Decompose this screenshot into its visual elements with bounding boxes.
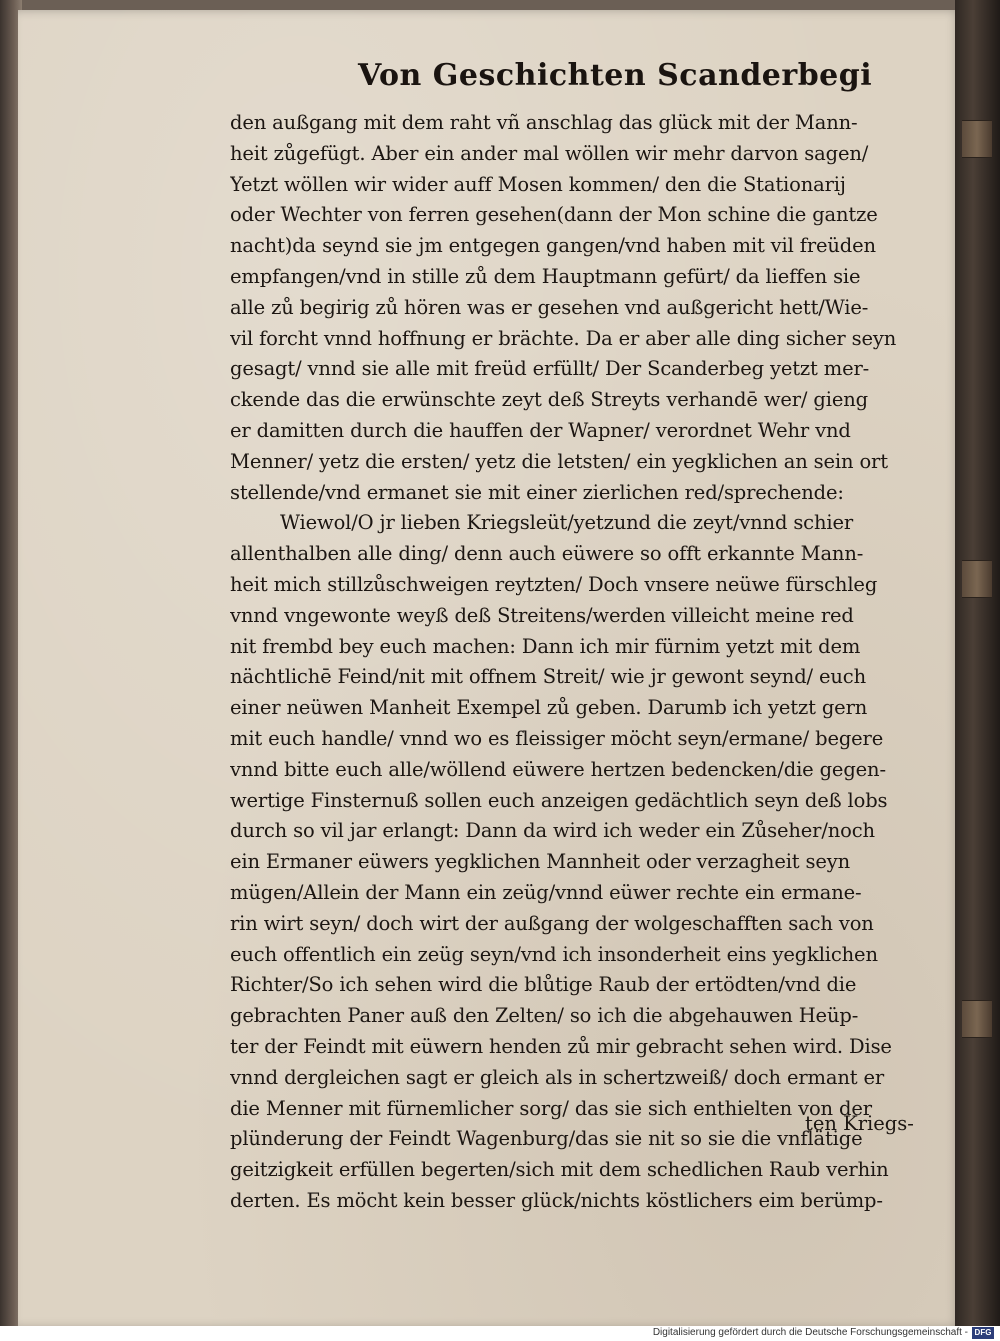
text-line: plünderung der Feindt Wagenburg/das sie nit so sie die vnflätige (230, 1127, 863, 1151)
funding-credit: Digitalisierung gefördert durch die Deutsche Forschungsgemeinschaft - (652, 1327, 968, 1338)
text-line: gesagt/ vnnd sie alle mit freüd erfüllt/ Der Scanderbeg yetzt mer- (230, 357, 870, 381)
text-line: stellende/vnd ermanet sie mit einer zierlichen red/sprechende: (230, 480, 844, 504)
dfg-logo-icon: DFG (972, 1327, 994, 1339)
text-line: rin wirt seyn/ doch wirt der außgang der wolgeschafften sach von (230, 911, 874, 935)
binding-band (962, 560, 992, 598)
text-line: er damitten durch die hauffen der Wapner/ verordnet Wehr vnd (230, 418, 851, 442)
text-line: euch offentlich ein zeüg seyn/vnd ich insonderheit eins yegklichen (230, 942, 878, 966)
text-line: alle zů begirig zů hören was er gesehen vnd außgericht hett/Wie- (230, 295, 869, 319)
text-line: die Menner mit fürnemlicher sorg/ das sie sich enthielten von der (230, 1096, 872, 1120)
text-line: empfangen/vnd in stille zů dem Hauptmann gefürt/ da lieffen sie (230, 264, 861, 288)
text-line: derten. Es möcht kein besser glück/nichts köstlichers eim berümp- (230, 1188, 883, 1212)
text-line: gebrachten Paner auß den Zelten/ so ich die abgehauwen Heüp- (230, 1004, 859, 1028)
text-line: Wiewol/O jr lieben Kriegsleüt/yetzund die zeyt/vnnd schier (280, 511, 854, 535)
text-line: Yetzt wöllen wir wider auff Mosen kommen/ den die Stationarij (230, 172, 846, 196)
text-line: ein Ermaner eüwers yegklichen Mannheit oder verzagheit seyn (230, 850, 851, 874)
running-head: Von Geschichten Scanderbegi (358, 58, 873, 93)
text-line: geitzigkeit erfüllen begerten/sich mit dem schedlichen Raub verhin (230, 1158, 889, 1182)
text-line: durch so vil jar erlangt: Dann da wird ich weder ein Zůseher/noch (230, 819, 875, 843)
text-line: nit frembd bey euch machen: Dann ich mir fürnim yetzt mit dem (230, 634, 861, 658)
text-line: einer neüwen Manheit Exempel zů geben. Darumb ich yetzt gern (230, 696, 868, 720)
text-line: oder Wechter von ferren gesehen(dann der Mon schine die gantze (230, 203, 878, 227)
text-line: vnnd bitte euch alle/wöllend eüwere hertzen bedencken/die gegen- (230, 757, 886, 781)
binding-band (962, 120, 992, 158)
text-line: heit zůgefügt. Aber ein ander mal wöllen wir mehr darvon sagen/ (230, 141, 869, 165)
text-line: Menner/ yetz die ersten/ yetz die letsten/ ein yegklichen an sein ort (230, 449, 888, 473)
text-line: den außgang mit dem raht vñ anschlag das glück mit der Mann- (230, 111, 858, 134)
text-line: ter der Feindt mit eüwern henden zů mir gebracht sehen wird. Dise (230, 1034, 892, 1058)
text-line: vil forcht vnnd hoffnung er brächte. Da er aber alle ding sicher seyn (230, 326, 897, 350)
binding-band (962, 1000, 992, 1038)
text-line: nacht)da seynd sie jm entgegen gangen/vnd haben mit vil freüden (230, 234, 876, 258)
text-line: ckende das die erwünschte zeyt deß Streyts verhandē wer/ gieng (230, 388, 868, 412)
text-line: allenthalben alle ding/ denn auch eüwere so offt erkannte Mann- (230, 542, 864, 566)
book-binding (955, 0, 1000, 1341)
catchword: ten Kriegs- (805, 1112, 914, 1135)
text-line: Richter/So ich sehen wird die blůtige Raub der ertödten/vnd die (230, 973, 857, 997)
text-line: nächtlichē Feind/nit mit offnem Streit/ wie jr gewont seynd/ euch (230, 665, 866, 689)
text-line: mügen/Allein der Mann ein zeüg/vnnd eüwer rechte ein ermane- (230, 880, 862, 904)
text-line: mit euch handle/ vnnd wo es fleissiger möcht seyn/ermane/ begere (230, 726, 884, 750)
body-text (230, 108, 940, 1217)
text-line: vnnd vngewonte weyß deß Streitens/werden villeicht meine red (230, 603, 854, 627)
text-line: wertige Finsternuß sollen euch anzeigen gedächtlich seyn deß lobs (230, 788, 888, 812)
text-line: vnnd dergleichen sagt er gleich als in schertzweiß/ doch ermant er (230, 1065, 885, 1089)
text-line: heit mich stillzůschweigen reytzten/ Doch vnsere neüwe fürschleg (230, 572, 878, 596)
